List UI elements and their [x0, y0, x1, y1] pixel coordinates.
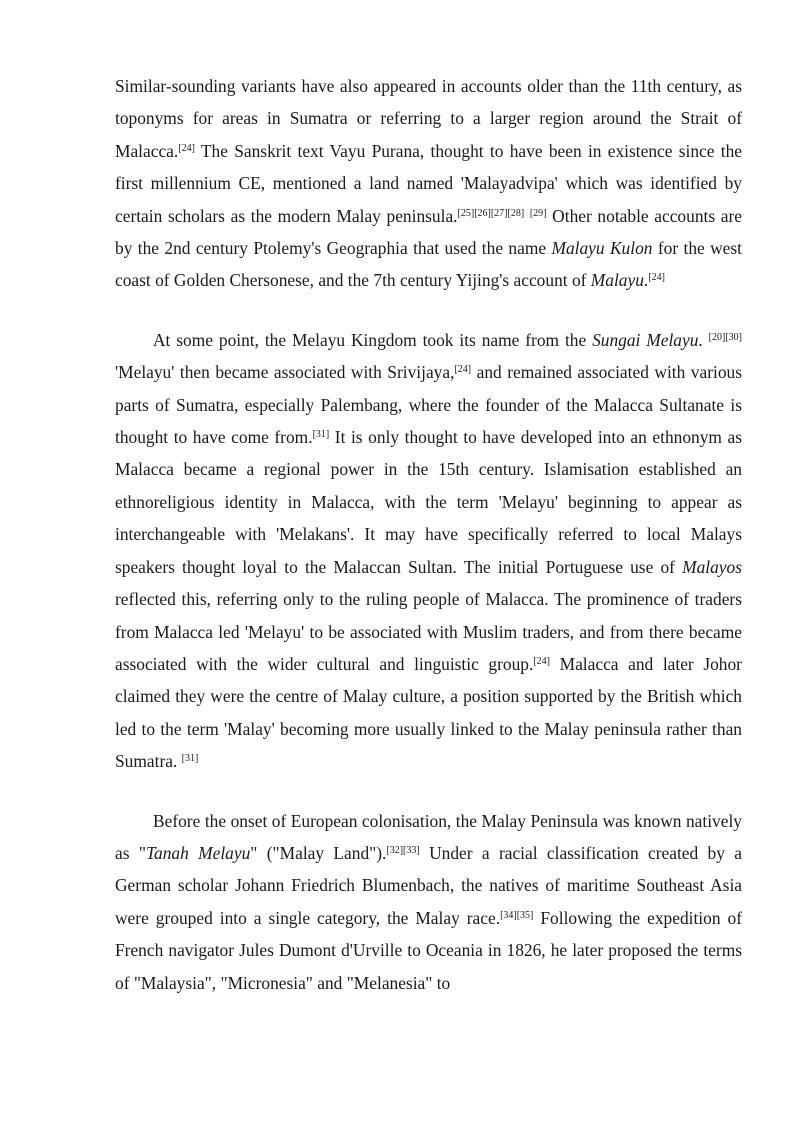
citation-reference[interactable]: [31]	[181, 753, 199, 765]
document-body	[115, 70, 742, 1026]
citation-reference[interactable]: [24]	[454, 364, 472, 376]
text-run: reflected this, referring only to the ruling people of Malacca. The prominence of traders from Malacca led 'Melayu' to be associated with Muslim traders, and from there became associated with the wider cultural and linguistic group.	[115, 589, 742, 674]
citation-reference[interactable]: [31]	[312, 429, 330, 441]
citation-reference[interactable]: [34][35]	[500, 909, 534, 921]
text-run: Following the expedition of French navigator Jules Dumont d'Urville to Oceania in 1826, he later proposed the terms of "Malaysia", "Micronesia" and "Melanesia" to	[115, 907, 742, 993]
citation-reference[interactable]: [32][33]	[386, 844, 420, 856]
italic-term: Malayu Kulon	[551, 238, 653, 259]
text-run: It is only thought to have developed into an ethnonym as Malacca became a regional power in the 15th century. Islamisation established an ethnoreligious identity in Malacca, with the term 'Melayu' beginning to appear as interchangeable with 'Melakans'. It may have specifically referred to local Malays speakers thought loyal to the Malaccan Sultan. The initial Portuguese use of	[115, 427, 743, 577]
italic-term: Tanah Melayu	[145, 842, 251, 863]
paragraph	[115, 805, 742, 999]
text-run: 'Melayu' then became associated with Srivijaya,	[115, 362, 455, 383]
paragraph	[115, 70, 742, 297]
text-run: Similar-sounding variants have also appeared in accounts older than the 11th century, as toponyms for areas in Sumatra or referring to a larger region around the Strait of Malacca.	[115, 76, 742, 161]
text-run: Malacca and later Johor claimed they were the centre of Malay culture, a position supported by the British which led to the term 'Malay' becoming more usually linked to the Malay peninsula rather than Sumatra.	[115, 653, 742, 772]
text-run: .	[643, 270, 649, 291]
italic-term: Sungai Melayu	[592, 329, 699, 350]
paragraph	[115, 324, 742, 778]
text-run: " ("Malay Land").	[250, 842, 387, 863]
citation-reference[interactable]: [24]	[648, 272, 665, 284]
citation-reference[interactable]: [20][30]	[708, 331, 742, 343]
citation-reference[interactable]: [29]	[529, 207, 547, 219]
italic-term: Malayos	[682, 556, 742, 577]
italic-term: Malayu	[590, 270, 644, 291]
text-run: for the west coast of Golden Chersonese, and the 7th century Yijing's account of	[115, 238, 742, 291]
text-run: Other notable accounts are by the 2nd century Ptolemy's Geographia that used the name	[115, 205, 742, 259]
citation-reference[interactable]: [25][26][27][28]	[457, 207, 525, 219]
text-run: Before the onset of European colonisation, the Malay Peninsula was known natively as "	[115, 810, 742, 863]
text-run: At some point, the Melayu Kingdom took its name from the	[153, 329, 593, 350]
text-run: and remained associated with various parts of Sumatra, especially Palembang, where the founder of the Malacca Sultanate is thought to have come from.	[115, 362, 743, 448]
text-run: Under a racial classification created by a German scholar Johann Friedrich Blumenbach, the natives of maritime Southeast Asia were grouped into a single category, the Malay race.	[115, 842, 742, 928]
citation-reference[interactable]: [24]	[178, 142, 195, 154]
text-run: The Sanskrit text Vayu Purana, thought to have been in existence since the first millennium CE, mentioned a land named 'Malayadvipa' which was identified by certain scholars as the modern Malay peninsula.	[115, 140, 742, 226]
text-run: .	[698, 329, 709, 350]
citation-reference[interactable]: [24]	[533, 655, 551, 667]
